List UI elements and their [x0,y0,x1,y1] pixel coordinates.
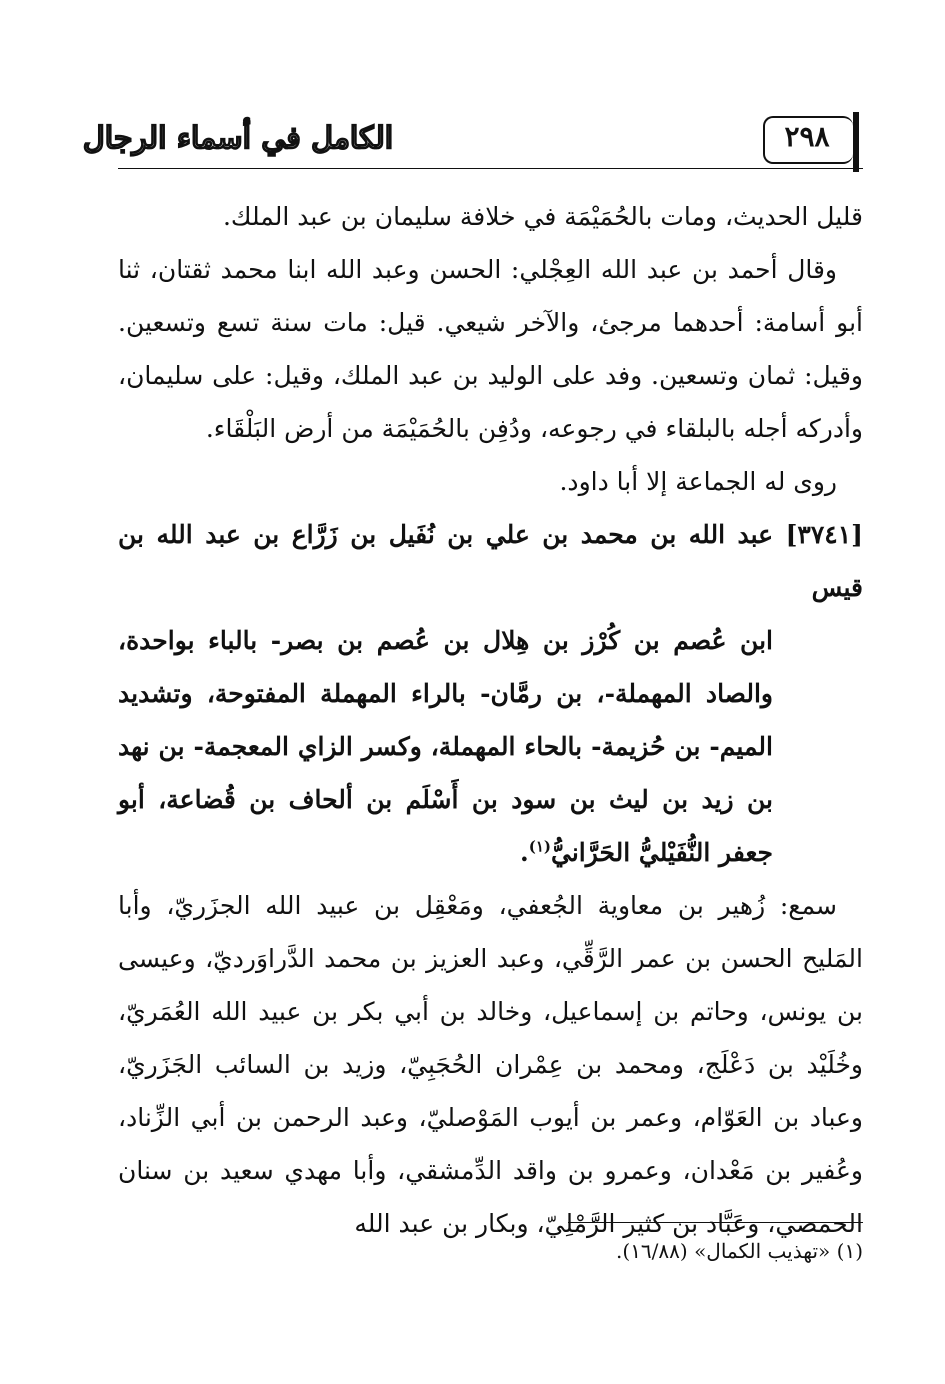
header-rule [118,168,863,169]
book-title-calligraphy-icon [82,112,394,162]
main-text [118,190,863,1250]
entry-heading [118,508,863,614]
entry-name-line1: عبد الله بن محمد بن علي بن نُفَيل بن زَرَّاع بن عبد الله بن قيس [118,520,863,602]
page-number-bar [853,112,859,172]
entry-name-rest: ابن عُصم بن كُرْز بن هِلال بن عُصم بن بصر- بالباء بواحدة، والصاد المهملة-، بن رمَّان- بالراء المهملة المفتوحة، وتشديد الميم- بن حُزيمة- بالحاء المهملة، وكسر الزاي المعجمة- بن نهد بن زيد بن ليث بن سود بن أَسْلَم بن ألحاف بن قُضاعة، أبو جعفر النُّفَيْليُّ الحَرَّانيُّ [118,626,773,867]
footnote: (١) «تهذيب الكمال» (١٦/٨٨). [616,1239,863,1263]
entry-heading-continued [118,614,863,879]
paragraph-2: وقال أحمد بن عبد الله العِجْلي: الحسن وعبد الله ابنا محمد ثقتان، ثنا أبو أسامة: أحدهما مرجئ، والآخر شيعي. قيل: مات سنة تسع وتسعين. وقيل: ثمان وتسعين. وفد على الوليد بن عبد الملك، وقيل: على سليمان، وأدركه أجله بالبلقاء في رجوعه، ودُفِن بالحُمَيْمَة من أرض البَلْقَاء. [118,255,863,443]
page-number: ٢٩٨ [784,120,830,153]
footnote-ref[interactable]: (١) [528,837,551,856]
page-header [82,108,863,178]
book-title-text: الكامل في أسماء الرجال [82,121,394,156]
paragraph-1: قليل الحديث، ومات بالحُمَيْمَة في خلافة سليمان بن عبد الملك. [222,202,863,231]
entry-end: . [519,838,529,867]
page-number-box [763,116,863,166]
teachers-paragraph: سمع: زُهير بن معاوية الجُعفي، ومَعْقِل بن عبيد الله الجزَريّ، وأبا المَليح الحسن بن عمر الرَّقِّي، وعبد العزيز بن محمد الدَّراوَرديّ، وعيسى بن يونس، وحاتم بن إسماعيل، وخالد بن أبي بكر بن عبيد الله العُمَريّ، وخُلَيْد بن دَعْلَج، ومحمد بن عِمْران الحُجَبِيّ، وزيد بن السائب الجَزَريّ، وعباد بن العَوّام، وعمر بن أيوب المَوْصليّ، وعبد الرحمن بن أبي الزِّناد، وعُفير بن مَعْدان، وعمرو بن واقد الدِّمشقي، وأبا مهدي سعيد بن سنان الحمصي، وعَبَّاد بن كثير الرَّمْلِيّ، وبكار بن عبد الله [118,891,863,1238]
entry-number: [٣٧٤١] [785,520,863,549]
footnote-rule [568,1222,863,1223]
book-title-calligraphy [82,112,394,162]
paragraph-3: روى له الجماعة إلا أبا داود. [559,467,837,496]
